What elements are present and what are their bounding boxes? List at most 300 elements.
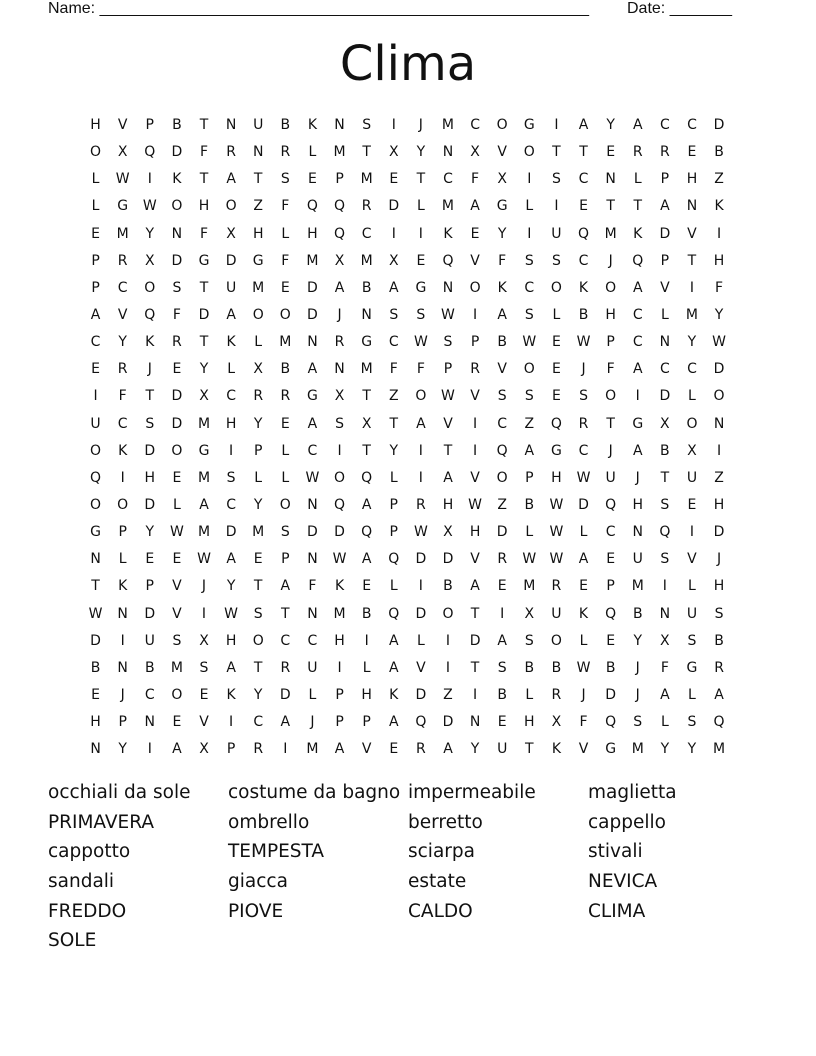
grid-cell[interactable]: H (307, 225, 318, 242)
grid-cell[interactable]: O (550, 279, 562, 296)
grid-cell[interactable]: Y (497, 225, 507, 242)
grid-cell[interactable]: C (253, 714, 264, 731)
grid-cell[interactable]: M (306, 741, 319, 758)
grid-cell[interactable]: G (605, 741, 617, 758)
grid-cell[interactable]: L (525, 198, 534, 215)
grid-cell[interactable]: X (199, 741, 209, 758)
grid-cell[interactable]: I (717, 442, 722, 459)
grid-cell[interactable]: P (118, 714, 127, 731)
grid-cell[interactable]: U (307, 659, 318, 676)
grid-cell[interactable]: O (469, 279, 481, 296)
grid-cell[interactable]: A (307, 415, 318, 432)
grid-cell[interactable]: A (334, 279, 345, 296)
grid-cell[interactable]: V (687, 225, 697, 242)
grid-cell[interactable]: Q (144, 306, 156, 323)
grid-cell[interactable]: D (659, 388, 671, 405)
grid-cell[interactable]: C (632, 334, 643, 351)
grid-cell[interactable]: A (226, 659, 236, 676)
grid-cell[interactable]: R (280, 659, 291, 676)
grid-cell[interactable]: A (497, 306, 507, 323)
grid-cell[interactable]: T (253, 171, 263, 188)
grid-cell[interactable]: P (281, 551, 290, 568)
grid-cell[interactable]: H (605, 306, 616, 323)
grid-cell[interactable]: S (416, 306, 426, 323)
grid-cell[interactable]: X (660, 415, 670, 432)
grid-cell[interactable]: F (172, 306, 181, 323)
grid-cell[interactable]: H (713, 578, 725, 595)
grid-cell[interactable]: A (388, 714, 399, 731)
grid-cell[interactable]: O (279, 496, 291, 513)
grid-cell[interactable]: A (524, 442, 535, 459)
grid-cell[interactable]: L (525, 686, 534, 703)
grid-cell[interactable]: N (442, 279, 454, 296)
grid-cell[interactable]: L (308, 686, 317, 703)
grid-cell[interactable]: S (660, 551, 670, 568)
grid-cell[interactable]: R (551, 686, 562, 703)
grid-cell[interactable]: I (554, 198, 559, 215)
grid-cell[interactable]: I (418, 578, 423, 595)
grid-cell[interactable]: G (523, 117, 535, 133)
grid-cell[interactable]: H (442, 496, 454, 513)
grid-cell[interactable]: E (606, 144, 616, 161)
grid-cell[interactable]: F (416, 361, 425, 378)
grid-cell[interactable]: C (443, 171, 453, 188)
grid-cell[interactable]: C (659, 361, 670, 378)
grid-cell[interactable]: Y (253, 496, 263, 513)
grid-cell[interactable]: Q (659, 524, 671, 541)
grid-cell[interactable]: A (714, 686, 724, 703)
grid-cell[interactable]: N (225, 117, 237, 133)
grid-cell[interactable]: A (226, 171, 236, 188)
grid-cell[interactable]: G (90, 524, 101, 541)
grid-cell[interactable]: M (685, 306, 698, 323)
grid-cell[interactable]: O (442, 605, 454, 622)
grid-cell[interactable]: X (660, 632, 670, 649)
grid-cell[interactable]: Y (687, 741, 697, 758)
grid-cell[interactable]: A (660, 198, 670, 215)
grid-cell[interactable]: A (660, 686, 670, 703)
grid-cell[interactable]: C (226, 388, 236, 405)
grid-cell[interactable]: C (280, 632, 291, 649)
grid-cell[interactable]: A (226, 551, 236, 568)
grid-cell[interactable]: K (118, 578, 128, 595)
grid-cell[interactable]: B (578, 306, 589, 323)
grid-cell[interactable]: A (388, 632, 399, 649)
grid-cell[interactable]: N (144, 714, 156, 731)
grid-cell[interactable]: Y (118, 334, 127, 351)
grid-cell[interactable]: C (687, 361, 697, 378)
grid-cell[interactable]: B (497, 686, 507, 703)
grid-cell[interactable]: O (171, 442, 183, 459)
grid-cell[interactable]: G (361, 334, 373, 351)
grid-cell[interactable]: B (280, 361, 291, 378)
grid-cell[interactable]: W (576, 469, 591, 486)
grid-cell[interactable]: P (335, 686, 344, 703)
grid-cell[interactable]: Y (226, 578, 236, 595)
grid-cell[interactable]: P (91, 279, 100, 296)
grid-cell[interactable]: G (252, 252, 264, 269)
grid-cell[interactable]: X (524, 605, 535, 622)
grid-cell[interactable]: L (389, 578, 398, 595)
grid-cell[interactable]: T (660, 469, 670, 486)
grid-cell[interactable]: D (442, 714, 454, 731)
grid-cell[interactable]: E (172, 361, 182, 378)
grid-cell[interactable]: R (280, 388, 291, 405)
grid-cell[interactable]: W (332, 551, 347, 568)
grid-cell[interactable]: T (91, 578, 100, 595)
grid-cell[interactable]: A (388, 659, 399, 676)
grid-cell[interactable]: S (497, 659, 507, 676)
grid-cell[interactable]: C (470, 117, 480, 133)
grid-cell[interactable]: S (172, 632, 182, 649)
grid-cell[interactable]: D (225, 252, 237, 269)
grid-cell[interactable]: P (91, 252, 100, 269)
grid-cell[interactable]: X (687, 442, 697, 459)
grid-cell[interactable]: G (415, 279, 427, 296)
grid-cell[interactable]: L (416, 632, 425, 649)
grid-cell[interactable]: O (605, 388, 617, 405)
grid-cell[interactable]: O (171, 198, 183, 215)
grid-cell[interactable]: P (443, 361, 453, 378)
grid-cell[interactable]: A (361, 551, 372, 568)
grid-cell[interactable]: A (443, 469, 453, 486)
grid-cell[interactable]: Z (714, 171, 724, 188)
grid-cell[interactable]: H (225, 632, 237, 649)
grid-cell[interactable]: I (473, 686, 478, 703)
grid-cell[interactable]: V (117, 117, 128, 133)
grid-cell[interactable]: T (362, 442, 371, 459)
grid-cell[interactable]: N (171, 225, 183, 242)
grid-cell[interactable]: S (660, 496, 670, 513)
grid-cell[interactable]: Y (633, 632, 643, 649)
grid-cell[interactable]: D (415, 686, 427, 703)
grid-cell[interactable]: R (226, 144, 236, 161)
grid-cell[interactable]: R (714, 659, 724, 676)
grid-cell[interactable]: N (686, 198, 698, 215)
grid-cell[interactable]: P (606, 578, 615, 595)
grid-cell[interactable]: E (362, 578, 372, 595)
grid-cell[interactable]: C (578, 442, 589, 459)
grid-cell[interactable]: O (496, 117, 508, 133)
grid-cell[interactable]: P (660, 252, 670, 269)
grid-cell[interactable]: J (635, 469, 640, 486)
grid-cell[interactable]: T (362, 388, 371, 405)
grid-cell[interactable]: T (199, 334, 209, 351)
grid-cell[interactable]: K (118, 442, 128, 459)
grid-cell[interactable]: W (522, 551, 537, 568)
grid-cell[interactable]: T (362, 144, 371, 161)
grid-cell[interactable]: U (253, 117, 264, 133)
grid-cell[interactable]: J (608, 252, 613, 269)
grid-cell[interactable]: O (225, 198, 237, 215)
grid-cell[interactable]: Z (497, 496, 507, 513)
grid-cell[interactable]: I (93, 388, 98, 405)
grid-cell[interactable]: Q (605, 714, 617, 731)
grid-cell[interactable]: W (142, 198, 157, 215)
grid-cell[interactable]: W (115, 171, 130, 188)
grid-cell[interactable]: M (360, 361, 373, 378)
grid-cell[interactable]: L (118, 551, 127, 568)
grid-cell[interactable]: D (469, 632, 481, 649)
grid-cell[interactable]: V (497, 361, 507, 378)
grid-cell[interactable]: Z (524, 415, 535, 432)
grid-cell[interactable]: I (473, 442, 478, 459)
grid-cell[interactable]: D (659, 225, 671, 242)
grid-cell[interactable]: E (172, 714, 182, 731)
grid-cell[interactable]: H (469, 524, 481, 541)
grid-cell[interactable]: M (360, 171, 373, 188)
grid-cell[interactable]: C (117, 279, 128, 296)
grid-cell[interactable]: B (144, 659, 155, 676)
grid-cell[interactable]: M (333, 605, 346, 622)
grid-cell[interactable]: Y (389, 442, 399, 459)
grid-cell[interactable]: V (117, 306, 128, 323)
grid-cell[interactable]: H (225, 415, 237, 432)
grid-cell[interactable]: E (551, 361, 561, 378)
grid-cell[interactable]: E (145, 551, 155, 568)
grid-cell[interactable]: G (550, 442, 562, 459)
grid-cell[interactable]: J (310, 714, 315, 731)
grid-cell[interactable]: L (254, 334, 263, 351)
grid-cell[interactable]: I (554, 117, 559, 133)
grid-cell[interactable]: M (197, 415, 211, 432)
grid-cell[interactable]: A (280, 714, 291, 731)
grid-cell[interactable]: R (117, 361, 128, 378)
grid-cell[interactable]: V (497, 144, 507, 161)
grid-cell[interactable]: N (90, 741, 101, 758)
grid-cell[interactable]: J (337, 306, 342, 323)
grid-cell[interactable]: V (470, 551, 480, 568)
grid-cell[interactable]: D (713, 117, 725, 133)
grid-cell[interactable]: W (413, 524, 428, 541)
grid-cell[interactable]: Q (361, 469, 373, 486)
grid-cell[interactable]: Y (253, 415, 263, 432)
grid-cell[interactable]: Z (443, 686, 453, 703)
grid-cell[interactable]: M (631, 578, 644, 595)
grid-cell[interactable]: J (635, 659, 640, 676)
grid-cell[interactable]: N (361, 306, 372, 323)
grid-cell[interactable]: L (91, 198, 100, 215)
grid-cell[interactable]: A (361, 496, 372, 513)
grid-cell[interactable]: A (632, 117, 643, 133)
grid-cell[interactable]: H (90, 714, 101, 731)
grid-cell[interactable]: L (281, 469, 290, 486)
grid-cell[interactable]: I (391, 225, 396, 242)
grid-cell[interactable]: B (524, 659, 535, 676)
grid-cell[interactable]: X (117, 144, 128, 161)
grid-cell[interactable]: F (579, 714, 588, 731)
grid-cell[interactable]: E (579, 198, 588, 215)
grid-cell[interactable]: N (90, 551, 101, 568)
grid-cell[interactable]: U (632, 551, 643, 568)
grid-cell[interactable]: R (117, 252, 128, 269)
grid-cell[interactable]: U (225, 279, 237, 296)
grid-cell[interactable]: K (633, 225, 643, 242)
grid-cell[interactable]: A (632, 442, 643, 459)
grid-cell[interactable]: E (91, 225, 100, 242)
grid-cell[interactable]: N (469, 714, 481, 731)
grid-cell[interactable]: H (198, 198, 210, 215)
grid-cell[interactable]: D (198, 306, 210, 323)
grid-cell[interactable]: L (688, 388, 696, 405)
grid-cell[interactable]: I (147, 741, 152, 758)
grid-cell[interactable]: M (279, 334, 292, 351)
grid-cell[interactable]: L (552, 306, 561, 323)
grid-cell[interactable]: W (576, 659, 591, 676)
grid-cell[interactable]: B (524, 496, 535, 513)
grid-cell[interactable]: W (441, 306, 455, 323)
grid-cell[interactable]: R (470, 361, 480, 378)
grid-cell[interactable]: T (199, 171, 209, 188)
grid-cell[interactable]: B (714, 144, 724, 161)
grid-cell[interactable]: V (470, 469, 480, 486)
grid-cell[interactable]: L (281, 442, 290, 459)
grid-cell[interactable]: E (687, 496, 697, 513)
grid-cell[interactable]: N (307, 496, 318, 513)
grid-cell[interactable]: F (308, 578, 317, 595)
grid-cell[interactable]: X (361, 415, 372, 432)
grid-cell[interactable]: X (443, 524, 453, 541)
grid-cell[interactable]: Y (145, 524, 155, 541)
grid-cell[interactable]: Q (306, 198, 318, 215)
grid-cell[interactable]: Q (605, 605, 617, 622)
grid-cell[interactable]: J (717, 551, 722, 568)
grid-cell[interactable]: F (199, 144, 209, 161)
grid-cell[interactable]: O (550, 632, 562, 649)
grid-cell[interactable]: S (687, 714, 697, 731)
grid-cell[interactable]: L (416, 198, 425, 215)
grid-cell[interactable]: R (253, 388, 264, 405)
grid-cell[interactable]: N (659, 334, 671, 351)
grid-cell[interactable]: W (549, 496, 564, 513)
date-field[interactable]: Date: _______ (627, 0, 732, 17)
grid-cell[interactable]: D (171, 388, 183, 405)
grid-cell[interactable]: L (579, 632, 588, 649)
grid-cell[interactable]: L (660, 714, 669, 731)
grid-cell[interactable]: F (715, 279, 724, 296)
grid-cell[interactable]: S (280, 171, 290, 188)
grid-cell[interactable]: Q (361, 524, 373, 541)
grid-cell[interactable]: M (252, 524, 265, 541)
grid-cell[interactable]: Q (713, 714, 725, 731)
grid-cell[interactable]: R (659, 144, 670, 161)
grid-cell[interactable]: W (413, 334, 428, 351)
grid-cell[interactable]: O (90, 442, 102, 459)
grid-cell[interactable]: Q (605, 496, 617, 513)
grid-cell[interactable]: H (361, 686, 372, 703)
grid-cell[interactable]: A (199, 496, 209, 513)
grid-cell[interactable]: P (335, 714, 344, 731)
grid-cell[interactable]: F (471, 171, 480, 188)
grid-cell[interactable]: D (307, 524, 318, 541)
grid-cell[interactable]: E (308, 171, 317, 188)
grid-cell[interactable]: Q (144, 144, 156, 161)
grid-cell[interactable]: X (226, 225, 236, 242)
grid-cell[interactable]: M (197, 524, 211, 541)
grid-cell[interactable]: P (145, 117, 154, 133)
grid-cell[interactable]: Y (660, 741, 670, 758)
grid-cell[interactable]: F (498, 252, 507, 269)
grid-cell[interactable]: S (389, 306, 399, 323)
grid-cell[interactable]: N (632, 524, 643, 541)
grid-cell[interactable]: W (576, 334, 591, 351)
grid-cell[interactable]: C (632, 306, 643, 323)
grid-cell[interactable]: K (145, 334, 155, 351)
grid-cell[interactable]: A (578, 117, 589, 133)
grid-cell[interactable]: Z (253, 198, 263, 215)
grid-cell[interactable]: L (362, 659, 371, 676)
grid-cell[interactable]: P (470, 334, 480, 351)
grid-cell[interactable]: T (525, 741, 534, 758)
grid-cell[interactable]: Y (687, 334, 697, 351)
grid-cell[interactable]: Q (415, 714, 427, 731)
grid-cell[interactable]: F (660, 659, 669, 676)
grid-cell[interactable]: T (470, 659, 480, 676)
grid-cell[interactable]: O (713, 388, 725, 405)
grid-cell[interactable]: J (635, 686, 640, 703)
grid-cell[interactable]: V (470, 388, 480, 405)
grid-cell[interactable]: I (473, 415, 478, 432)
grid-cell[interactable]: D (171, 415, 183, 432)
grid-cell[interactable]: X (497, 171, 507, 188)
grid-cell[interactable]: R (361, 198, 372, 215)
grid-cell[interactable]: N (334, 361, 345, 378)
grid-cell[interactable]: T (199, 279, 209, 296)
grid-cell[interactable]: S (551, 252, 561, 269)
grid-cell[interactable]: O (117, 496, 129, 513)
grid-cell[interactable]: T (416, 171, 426, 188)
grid-cell[interactable]: E (389, 171, 399, 188)
grid-cell[interactable]: F (118, 388, 127, 405)
grid-cell[interactable]: I (500, 605, 505, 622)
grid-cell[interactable]: L (308, 144, 317, 161)
grid-cell[interactable]: C (687, 117, 697, 133)
grid-cell[interactable]: P (389, 496, 398, 513)
grid-cell[interactable]: R (578, 415, 589, 432)
grid-cell[interactable]: P (335, 171, 344, 188)
grid-cell[interactable]: W (88, 605, 103, 622)
grid-cell[interactable]: S (579, 388, 588, 405)
grid-cell[interactable]: J (147, 361, 152, 378)
grid-cell[interactable]: A (632, 361, 643, 378)
grid-cell[interactable]: Y (416, 144, 426, 161)
grid-cell[interactable]: W (712, 334, 726, 351)
grid-cell[interactable]: C (605, 524, 616, 541)
grid-cell[interactable]: I (337, 659, 342, 676)
grid-cell[interactable]: Q (496, 442, 508, 459)
grid-cell[interactable]: A (497, 632, 507, 649)
grid-cell[interactable]: M (441, 198, 455, 215)
grid-cell[interactable]: D (605, 686, 617, 703)
grid-cell[interactable]: S (335, 415, 344, 432)
grid-cell[interactable]: T (687, 252, 697, 269)
grid-cell[interactable]: M (360, 252, 373, 269)
grid-cell[interactable]: V (687, 551, 697, 568)
grid-cell[interactable]: U (497, 741, 508, 758)
grid-cell[interactable]: P (525, 469, 534, 486)
grid-cell[interactable]: I (445, 659, 451, 676)
grid-cell[interactable]: W (549, 524, 564, 541)
grid-cell[interactable]: H (551, 469, 562, 486)
grid-cell[interactable]: D (144, 442, 156, 459)
grid-cell[interactable]: W (441, 388, 455, 405)
grid-cell[interactable]: L (688, 686, 696, 703)
grid-cell[interactable]: T (606, 198, 615, 215)
grid-cell[interactable]: I (229, 714, 234, 731)
grid-cell[interactable]: W (197, 551, 211, 568)
grid-cell[interactable]: S (714, 605, 724, 622)
grid-cell[interactable]: B (361, 605, 372, 622)
